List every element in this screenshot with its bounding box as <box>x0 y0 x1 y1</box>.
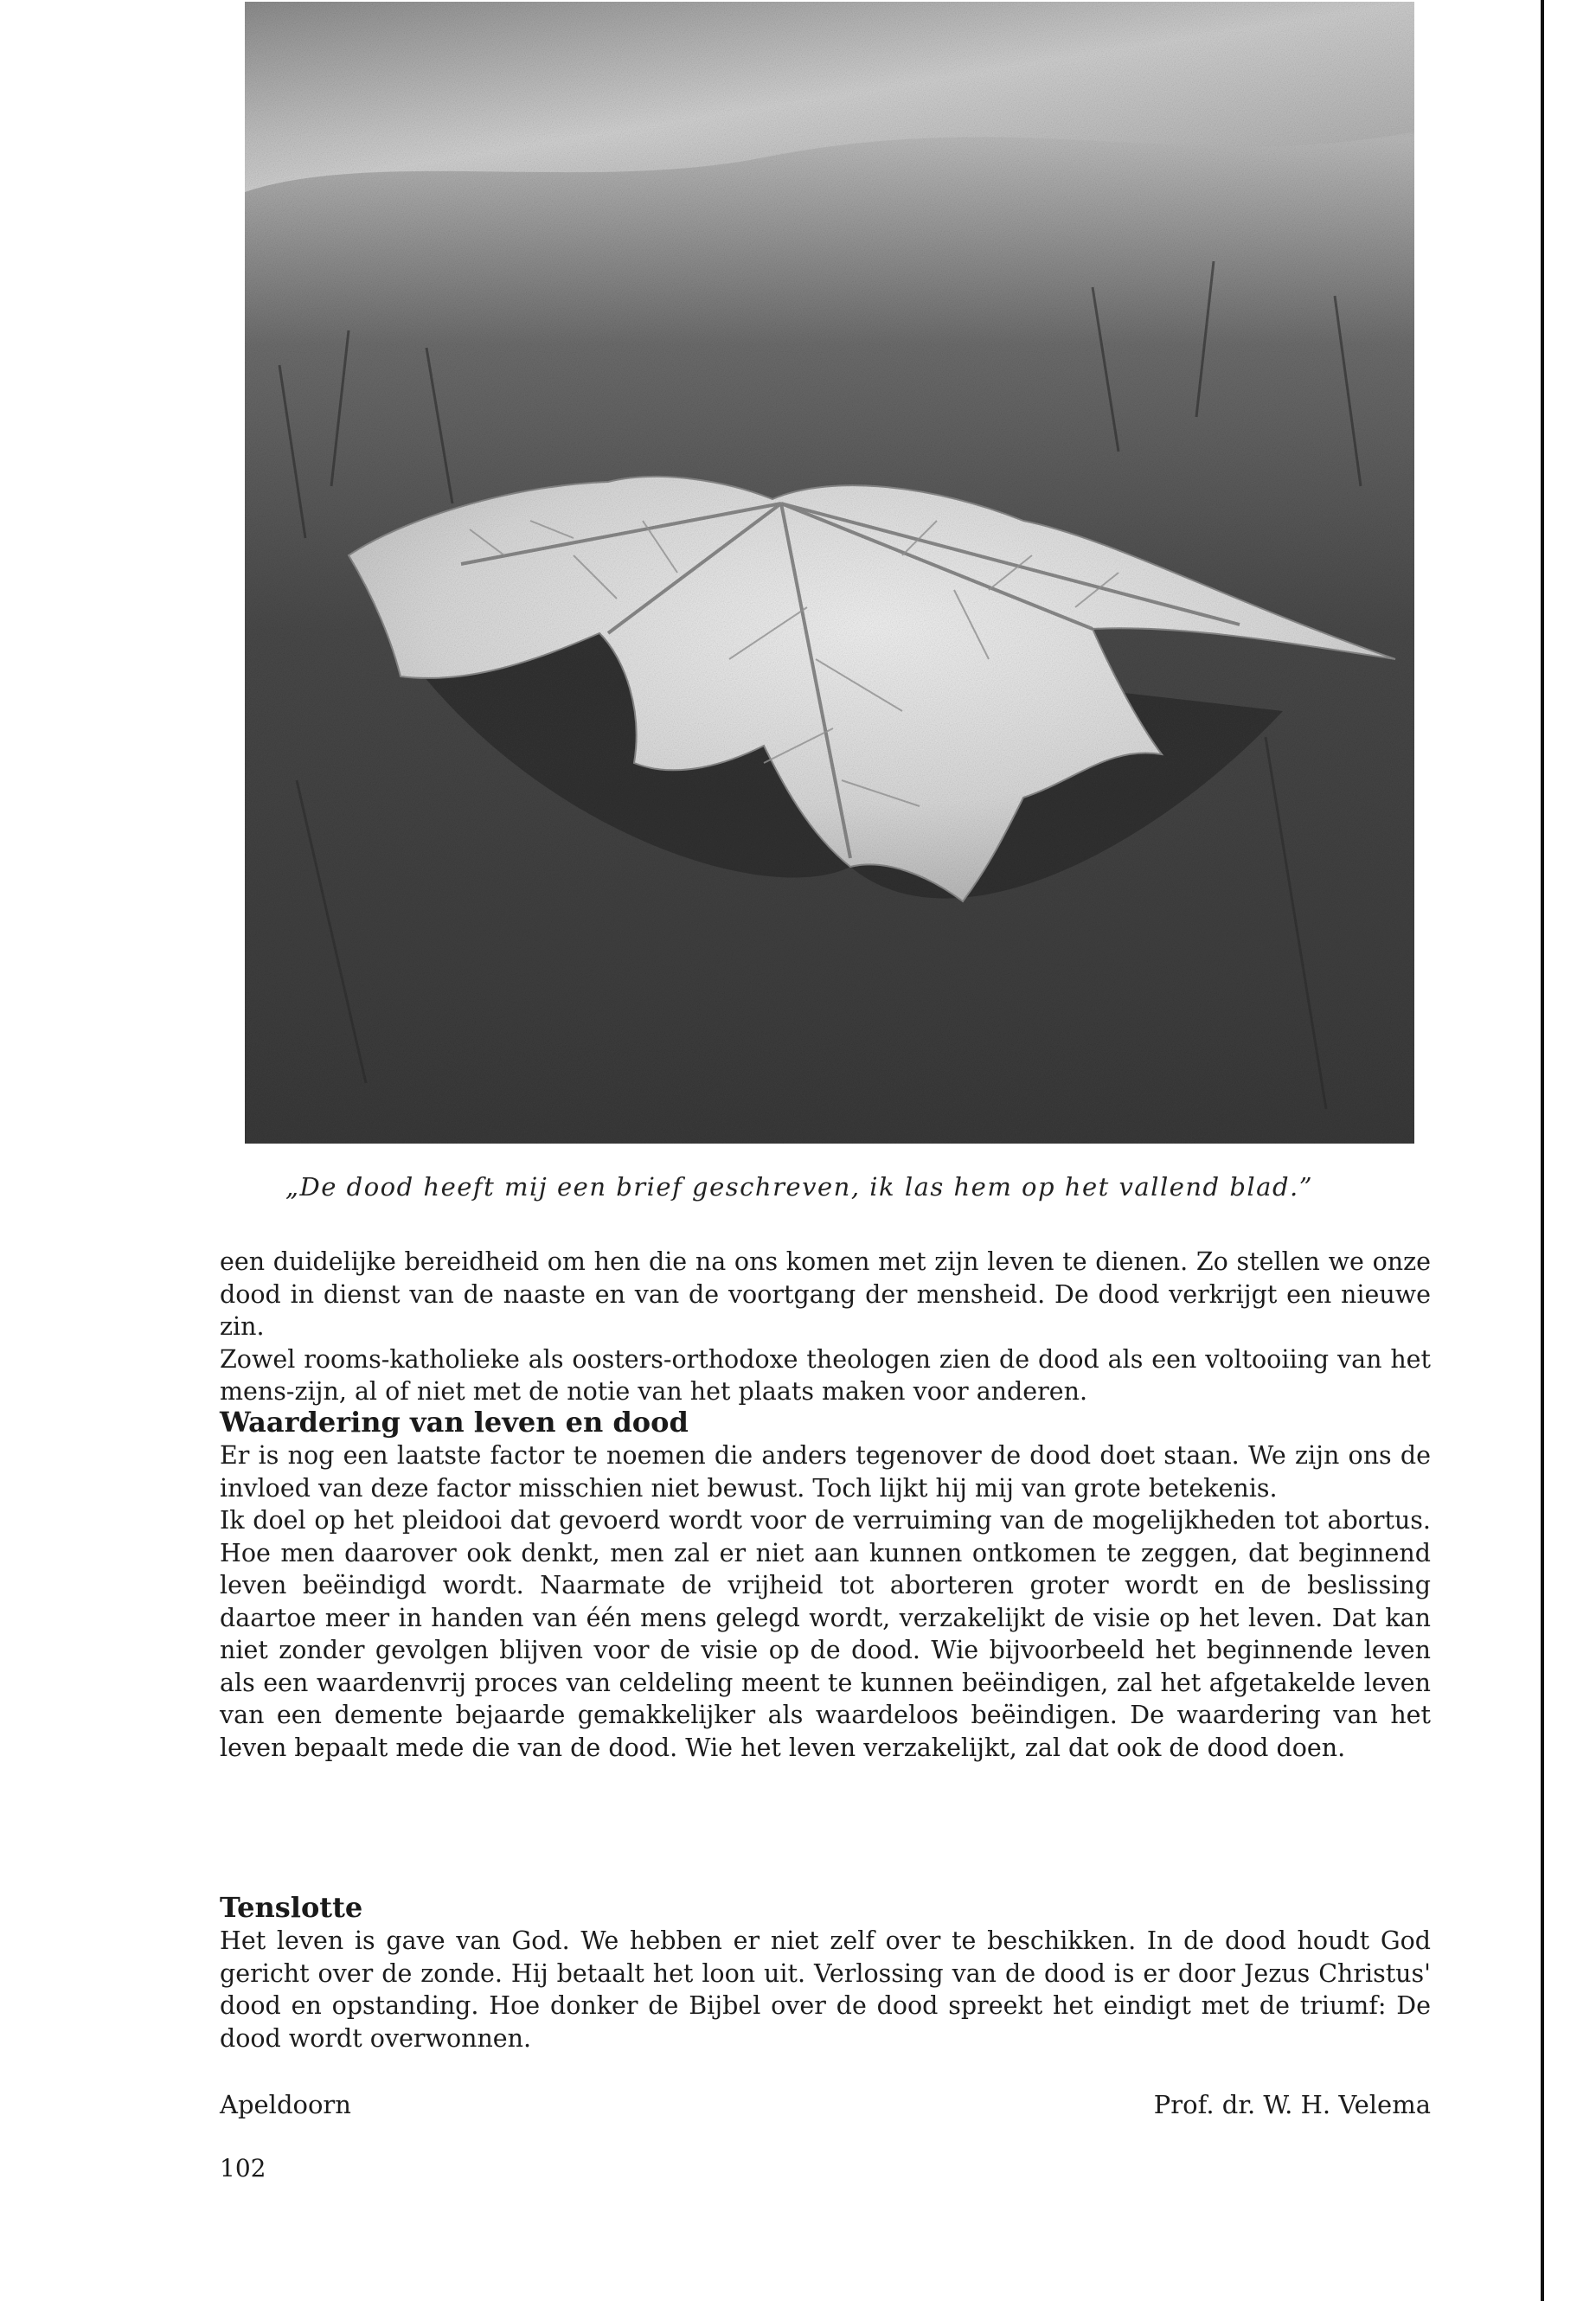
waardering-paragraph-2: Ik doel op het pleidooi dat gevoerd wordt voor de verruiming van de mogelijkheden tot abortus. Hoe men daarover ook denkt, men zal er niet aan kunnen ontkomen te zeggen, dat beginnend leven beëindigd wordt. Naarmate de vrijheid tot aborteren groter wordt en de beslissing daartoe meer in handen van één mens gelegd wordt, verzakelijkt de visie op het leven. Dat kan niet zonder gevolgen blijven voor de visie op de dood. Wie bijvoorbeeld het beginnende leven als een waardenvrij proces van celdeling meent te kunnen beëindigen, zal het afgetakelde leven van een demente bejaarde gemakkelijker als waardeloos beëindigen. De waardering van het leven bepaalt mede die van de dood. Wie het leven verzakelijkt, zal dat ook de dood doen. <box>220 1506 1431 1762</box>
section-waardering <box>220 1405 1431 1764</box>
intro-paragraph-2: Zowel rooms-katholieke als oosters-orthodoxe theologen zien de dood als een voltooiing van het mens-zijn, al of niet met de notie van het plaats maken voor anderen. <box>220 1344 1431 1406</box>
tenslotte-paragraph-1: Het leven is gave van God. We hebben er niet zelf over te beschikken. In de dood houdt God gericht over de zonde. Hij betaalt het loon uit. Verlossing van de dood is er door Jezus Christus' dood en opstanding. Hoe donker de Bijbel over de dood spreekt het eindigt met de triumf: De dood wordt overwonnen. <box>220 1926 1431 2053</box>
section-heading-tenslotte: Tenslotte <box>220 1891 363 1924</box>
signature-place: Apeldoorn <box>220 2090 351 2119</box>
intro-section <box>220 1246 1431 1408</box>
signature-author: Prof. dr. W. H. Velema <box>1153 2090 1431 2119</box>
page-edge-line <box>1541 0 1544 2301</box>
page-number: 102 <box>220 2154 266 2182</box>
section-heading-waardering: Waardering van leven en dood <box>220 1406 689 1439</box>
waardering-paragraph-1: Er is nog een laatste factor te noemen die anders tegenover de dood doet staan. We zijn ons de invloed van deze factor misschien niet bewust. Toch lijkt hij mij van grote betekenis. <box>220 1441 1431 1503</box>
leaf-photo <box>245 2 1414 1144</box>
section-tenslotte <box>220 1890 1431 2054</box>
intro-paragraph-1: een duidelijke bereidheid om hen die na ons komen met zijn leven te dienen. Zo stellen we onze dood in dienst van de naaste en van de voortgang der mensheid. De dood verkrijgt een nieuwe zin. <box>220 1247 1431 1341</box>
photo-caption: „De dood heeft mij een brief geschreven, ik las hem op het vallend blad.” <box>285 1172 1314 1202</box>
